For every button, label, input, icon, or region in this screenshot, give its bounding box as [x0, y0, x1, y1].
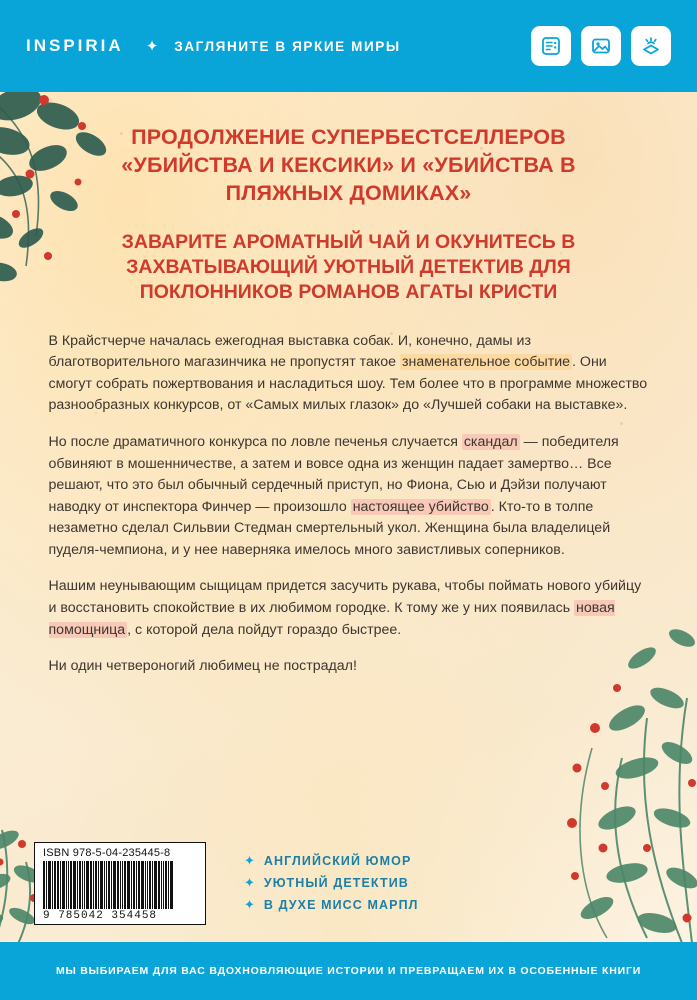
- feature-label: АНГЛИЙСКИЙ ЮМОР: [263, 854, 412, 868]
- sparkle-icon: ✦: [244, 875, 255, 890]
- bottom-banner: [0, 942, 697, 1000]
- blurb-paragraph-2: [49, 432, 649, 561]
- blurb-p2-part-b: — победителя обвиняют в мошенничестве, а затем и вовсе одна из женщин падает замертво… Все решают, что это был обычный сердечный приступ, но Фиона, Сью и Дэйзи получают наводку от инспектора Финчер — произошло: [48, 433, 619, 515]
- barcode-bars: [43, 861, 197, 909]
- blurb-p2-part-a: Но после драматичного конкурса по ловле печенья случается: [48, 433, 462, 450]
- list-item: [244, 897, 419, 913]
- blurb-paragraph-4: Ни один четвероногий любимец не пострадал!: [48, 658, 357, 675]
- sparkle-icon: ✦: [145, 38, 159, 55]
- isbn-digits: 9 785042 354458: [43, 909, 158, 922]
- top-banner: [0, 0, 697, 92]
- badge-book[interactable]: [531, 26, 571, 66]
- isbn-barcode: [34, 842, 206, 925]
- sparkle-icon: ✦: [244, 853, 255, 868]
- publisher-logo: INSPIRIA: [26, 36, 124, 55]
- blurb-paragraph-3: [49, 576, 649, 641]
- blurb-p2-highlight-2: настоящее убийство: [352, 498, 489, 515]
- headline-primary: ПРОДОЛЖЕНИЕ СУПЕРБЕСТСЕЛЛЕРОВ «УБИЙСТВА И КЕКСИКИ» И «УБИЙСТВА В ПЛЯЖНЫХ ДОМИКАХ»: [121, 125, 576, 205]
- feature-label: В ДУХЕ МИСС МАРПЛ: [263, 898, 419, 912]
- cover-content: [0, 92, 697, 678]
- list-item: [244, 853, 419, 869]
- cover-body: [0, 92, 697, 1000]
- blurb-p1-highlight: знаменательное событие: [401, 354, 571, 371]
- footer-row: [0, 824, 697, 942]
- blurb-p3-part-b: , с которой дела пойдут гораздо быстрее.: [127, 621, 402, 638]
- list-item: [244, 875, 419, 891]
- cover-footer: [0, 824, 697, 1000]
- badge-image[interactable]: [581, 26, 621, 66]
- badge-audio[interactable]: [631, 26, 671, 66]
- blurb-p3-highlight: новая помощница: [48, 600, 615, 638]
- blurb-p3-part-a: Нашим неунывающим сыщицам придется засучить рукава, чтобы поймать нового убийцу и восстановить спокойствие в их любимом городке. К тому же у них появилась: [48, 578, 642, 617]
- feature-label: УЮТНЫЙ ДЕТЕКТИВ: [263, 876, 409, 890]
- feature-list: [244, 847, 419, 919]
- blurb: [49, 331, 649, 678]
- bottom-banner-text: МЫ ВЫБИРАЕМ ДЛЯ ВАС ВДОХНОВЛЯЮЩИЕ ИСТОРИИ И ПРЕВРАЩАЕМ ИХ В ОСОБЕННЫЕ КНИГИ: [55, 965, 642, 977]
- format-badges: [531, 26, 671, 66]
- blurb-p2-part-c: . Кто-то в толпе незаметно сделал Сильвии Стедман смертельный укол. Женщина была владелицей пуделя-чемпиона, и у нее наверняка имелось много завистливых соперников.: [48, 498, 611, 558]
- sparkle-icon: ✦: [244, 897, 255, 912]
- banner-tagline: ЗАГЛЯНИТЕ В ЯРКИЕ МИРЫ: [174, 38, 401, 54]
- book-reader-icon: [540, 35, 562, 57]
- isbn-label: ISBN 978-5-04-235445-8: [43, 846, 171, 859]
- audio-book-icon: [640, 35, 662, 57]
- headline-secondary: ЗАВАРИТЕ АРОМАТНЫЙ ЧАЙ И ОКУНИТЕСЬ В ЗАХВАТЫВАЮЩИЙ УЮТНЫЙ ДЕТЕКТИВ ДЛЯ ПОКЛОННИКОВ РОМАНОВ АГАТЫ КРИСТИ: [121, 230, 576, 303]
- blurb-p2-highlight-1: скандал: [463, 433, 518, 450]
- blurb-paragraph-1: [49, 331, 649, 417]
- image-icon: [590, 35, 612, 57]
- blurb-p1-part-a: В Крайстчерче началась ежегодная выставка собак. И, конечно, дамы из благотворительного магазинчика не пропустят такое: [48, 332, 531, 371]
- blurb-p1-part-b: . Они смогут собрать пожертвования и насладиться шоу. Тем более что в программе множество разнообразных конкурсов, от «Самых милых глазок» до «Лучшей собаки на выставке».: [48, 354, 648, 414]
